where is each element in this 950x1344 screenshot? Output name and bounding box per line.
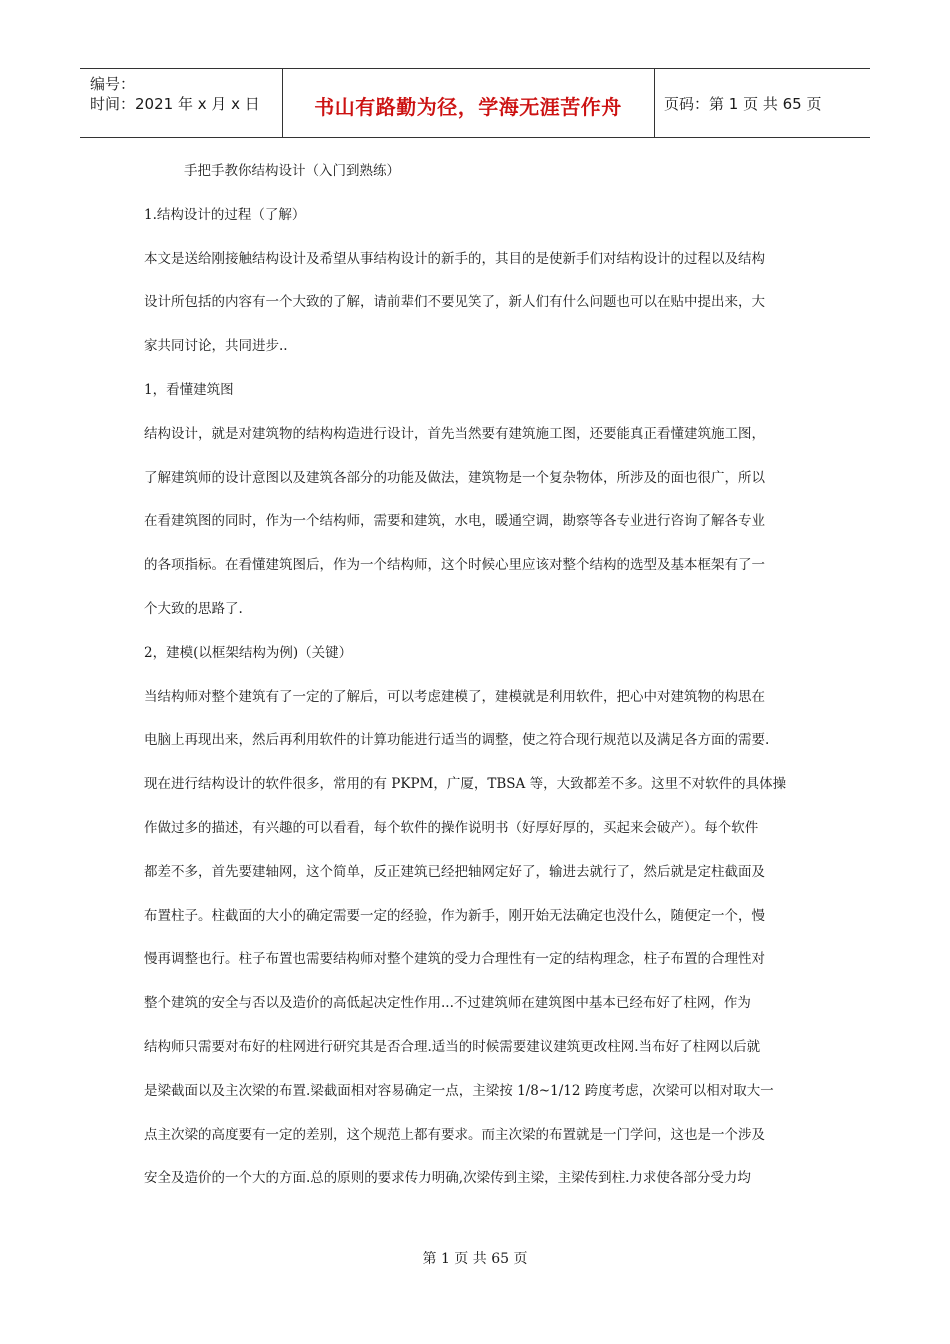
motto: 书山有路勤为径，学海无涯苦作舟 xyxy=(314,95,622,119)
paragraph-line: 个大致的思路了. xyxy=(144,600,243,617)
paragraph-line: 了解建筑师的设计意图以及建筑各部分的功能及做法，建筑物是一个复杂物体，所涉及的面也很广，所以 xyxy=(144,469,765,486)
paragraph-line: 慢再调整也行。柱子布置也需要结构师对整个建筑的受力合理性有一定的结构理念，柱子布置的合理性对 xyxy=(144,951,765,968)
number-label: 编号： xyxy=(90,75,136,93)
paragraph-line: 整个建筑的安全与否以及造价的高低起决定性作用...不过建筑师在建筑图中基本已经布好了柱网，作为 xyxy=(144,995,751,1012)
paragraph-line: 的各项指标。在看懂建筑图后，作为一个结构师，这个时候心里应该对整个结构的选型及基本框架有了一 xyxy=(144,557,765,574)
paragraph-line: 是梁截面以及主次梁的布置.梁截面相对容易确定一点，主梁按 1/8~1/12 跨度考虑，次梁可以相对取大一 xyxy=(144,1082,774,1099)
header-page-cell xyxy=(654,69,870,137)
header-meta xyxy=(80,69,283,137)
paragraph-line: 电脑上再现出来，然后再利用软件的计算功能进行适当的调整，使之符合现行规范以及满足各方面的需要. xyxy=(144,732,770,749)
document-body xyxy=(144,150,814,1201)
section-heading: 1，看懂建筑图 xyxy=(144,381,234,398)
paragraph-line: 安全及造价的一个大的方面.总的原则的要求传力明确,次梁传到主梁，主梁传到柱.力求使各部分受力均 xyxy=(144,1170,751,1187)
paragraph-line: 本文是送给刚接触结构设计及希望从事结构设计的新手的，其目的是使新手们对结构设计的过程以及结构 xyxy=(144,250,765,267)
paragraph-line: 结构师只需要对布好的柱网进行研究其是否合理.适当的时候需要建议建筑更改柱网.当布好了柱网以后就 xyxy=(144,1038,761,1055)
paragraph-line: 设计所包括的内容有一个大致的了解，请前辈们不要见笑了，新人们有什么问题也可以在贴中提出来，大 xyxy=(144,294,765,311)
paragraph-line: 在看建筑图的同时，作为一个结构师，需要和建筑，水电，暖通空调，勘察等各专业进行咨询了解各专业 xyxy=(144,513,765,530)
header-motto-cell xyxy=(282,69,655,137)
paragraph-line: 家共同讨论，共同进步.. xyxy=(144,338,288,355)
page-footer: 第 1 页 共 65 页 xyxy=(422,1251,528,1267)
paragraph-line: 布置柱子。柱截面的大小的确定需要一定的经验，作为新手，刚开始无法确定也没什么，随便定一个，慢 xyxy=(144,907,765,924)
section-heading: 1.结构设计的过程（了解） xyxy=(144,206,306,223)
paragraph-line: 当结构师对整个建筑有了一定的了解后，可以考虑建模了，建模就是利用软件，把心中对建筑物的构思在 xyxy=(144,688,765,705)
date-label: 时间：2021 年 x 月 x 日 xyxy=(90,95,260,113)
doc-title: 手把手教你结构设计（入门到熟练） xyxy=(184,163,400,179)
paragraph-line: 作做过多的描述，有兴趣的可以看看，每个软件的操作说明书（好厚好厚的，买起来会破产）。每个软件 xyxy=(144,819,759,836)
document-header xyxy=(80,68,870,138)
header-page-info: 页码：第 1 页 共 65 页 xyxy=(664,95,822,113)
paragraph-line: 现在进行结构设计的软件很多，常用的有 PKPM，广厦，TBSA 等，大致都差不多。这里不对软件的具体操 xyxy=(144,776,787,793)
section-heading: 2，建模(以框架结构为例)（关键） xyxy=(144,644,353,661)
paragraph-line: 结构设计，就是对建筑物的结构构造进行设计，首先当然要有建筑施工图，还要能真正看懂建筑施工图， xyxy=(144,425,765,442)
paragraph-line: 都差不多，首先要建轴网，这个简单，反正建筑已经把轴网定好了，输进去就行了，然后就是定柱截面及 xyxy=(144,863,765,880)
paragraph-line: 点主次梁的高度要有一定的差别，这个规范上都有要求。而主次梁的布置就是一门学问，这也是一个涉及 xyxy=(144,1126,765,1143)
